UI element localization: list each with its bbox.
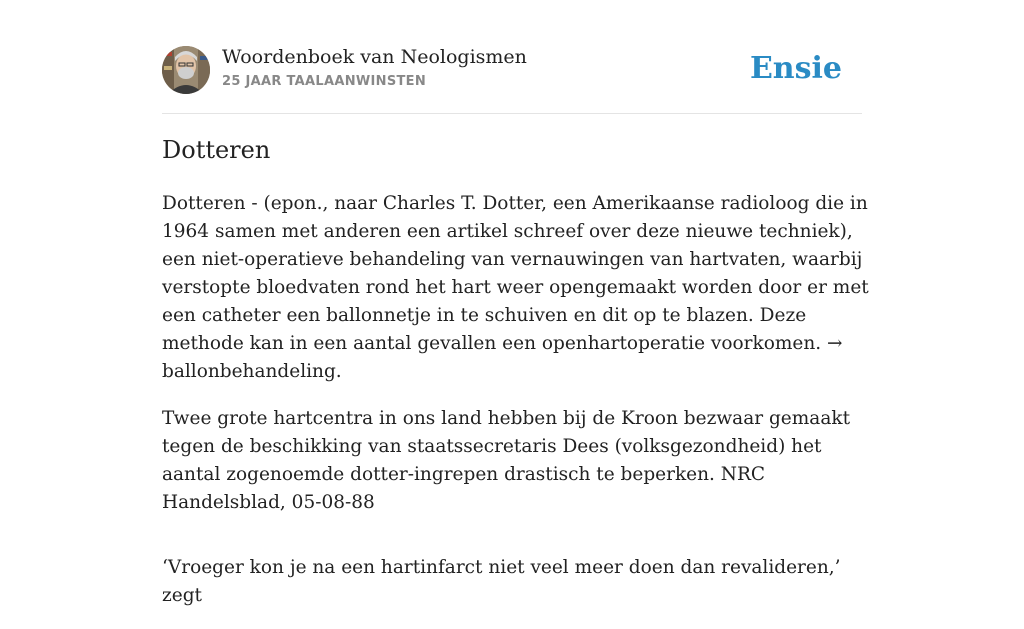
entry-quote: ‘Vroeger kon je na een hartinfarct niet veel meer doen dan revalideren,’ zegt (162, 557, 841, 606)
source-name[interactable]: Woordenboek van Neologismen (222, 46, 527, 68)
entry-quote: Twee grote hartcentra in ons land hebben bij de Kroon bezwaar gemaakt tegen de beschikking van staatssecretaris Dees (volksgezondheid) het aantal zogenoemde dotter-ingrepen drastisch te beperken. NRC Handelsblad, 05-08-88 (162, 408, 851, 513)
header-divider (162, 113, 862, 114)
entry-title: Dotteren (162, 136, 271, 164)
ensie-logo[interactable]: Ensie (749, 51, 842, 86)
person-portrait-icon[interactable] (162, 46, 210, 94)
entry-definition: Dotteren - (epon., naar Charles T. Dotter, een Amerikaanse radioloog die in 1964 samen met anderen een artikel schreef over deze nieuwe techniek), een niet-operatieve behandeling van vernauwingen van hartvaten, waarbij verstopte bloedvaten rond het hart weer opengemaakt worden door er met een catheter een ballonnetje in te schuiven en dit op te blazen. Deze methode kan in een aantal gevallen een openhartoperatie voorkomen. → ballonbehandeling. (162, 193, 869, 382)
site-header (162, 46, 862, 96)
entry-content (162, 190, 872, 629)
source-subtitle: 25 JAAR TAALAANWINSTEN (222, 74, 427, 89)
